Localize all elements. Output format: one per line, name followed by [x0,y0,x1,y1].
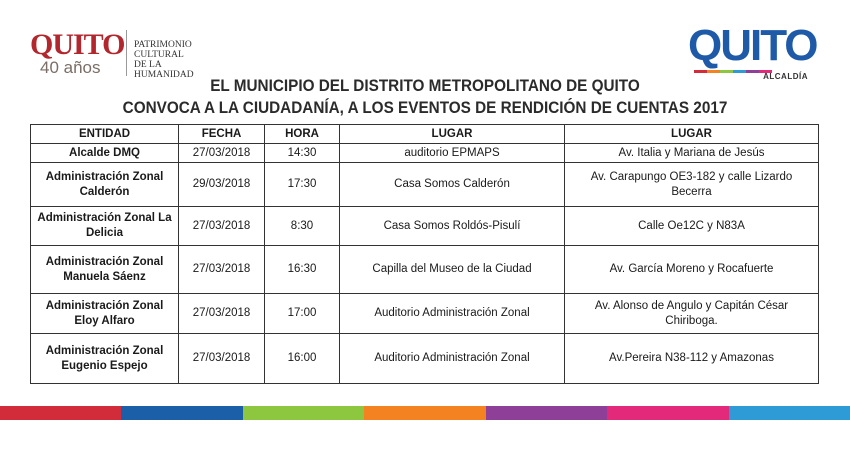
cell-lugar: auditorio EPMAPS [340,144,565,163]
cell-entidad: Alcalde DMQ [31,144,179,163]
cell-direccion: Av. Alonso de Angulo y Capitán César Chiriboga. [565,294,819,334]
patrimonio-line: PATRIMONIO [134,40,192,50]
alcaldia-logo-word: QUITO [688,21,817,70]
events-table [30,124,819,384]
cell-fecha: 29/03/2018 [179,163,265,207]
cell-entidad: Administración Zonal Manuela Sáenz [31,246,179,294]
header-fecha: FECHA [179,125,265,144]
cell-entidad: Administración Zonal La Delicia [31,207,179,246]
footer-band-segment [243,406,364,420]
quito-40-anos-logo [30,30,220,80]
footer-band-segment [0,406,121,420]
footer-band-segment [729,406,850,420]
table-row [31,144,819,163]
cell-hora: 16:30 [265,246,340,294]
cell-fecha: 27/03/2018 [179,334,265,384]
table-row [31,334,819,384]
cell-direccion: Av. García Moreno y Rocafuerte [565,246,819,294]
footer-band-segment [364,406,485,420]
cell-lugar: Capilla del Museo de la Ciudad [340,246,565,294]
page-title-line-1: EL MUNICIPIO DEL DISTRITO METROPOLITANO DE QUITO [210,76,640,95]
quito-logo-years: 40 años [40,58,101,77]
header-lugar: LUGAR [340,125,565,144]
cell-lugar: Casa Somos Calderón [340,163,565,207]
alcaldia-logo-subtitle: ALCALDÍA [763,72,808,81]
footer-band-segment [121,406,242,420]
cell-hora: 17:00 [265,294,340,334]
cell-fecha: 27/03/2018 [179,207,265,246]
cell-direccion: Av. Carapungo OE3-182 y calle Lizardo Becerra [565,163,819,207]
patrimonio-line: CULTURAL [134,50,184,60]
alcaldia-logo-color-bar [694,70,772,73]
footer-color-band [0,406,850,420]
quito-logo-word: QUITO [30,28,125,61]
cell-direccion: Calle Oe12C y N83A [565,207,819,246]
table-row [31,294,819,334]
cell-lugar: Casa Somos Roldós-Pisulí [340,207,565,246]
cell-fecha: 27/03/2018 [179,246,265,294]
patrimonio-text [134,40,220,80]
table-row [31,163,819,207]
footer-band-segment [486,406,607,420]
cell-entidad: Administración Zonal Eugenio Espejo [31,334,179,384]
table-row [31,207,819,246]
cell-direccion: Av. Italia y Mariana de Jesús [565,144,819,163]
cell-direccion: Av.Pereira N38-112 y Amazonas [565,334,819,384]
cell-hora: 8:30 [265,207,340,246]
footer-band-segment [607,406,728,420]
header-entidad: ENTIDAD [31,125,179,144]
cell-lugar: Auditorio Administración Zonal [340,294,565,334]
cell-hora: 14:30 [265,144,340,163]
cell-lugar: Auditorio Administración Zonal [340,334,565,384]
logo-divider [126,30,127,76]
cell-fecha: 27/03/2018 [179,294,265,334]
table-header-row [31,125,819,144]
cell-fecha: 27/03/2018 [179,144,265,163]
header-hora: HORA [265,125,340,144]
cell-entidad: Administración Zonal Calderón [31,163,179,207]
cell-hora: 16:00 [265,334,340,384]
table-row [31,246,819,294]
page-title-line-2: CONVOCA A LA CIUDADANÍA, A LOS EVENTOS DE RENDICIÓN DE CUENTAS 2017 [122,98,728,117]
patrimonio-line: DE LA HUMANIDAD [134,60,194,80]
header-direccion: LUGAR [565,125,819,144]
cell-hora: 17:30 [265,163,340,207]
cell-entidad: Administración Zonal Eloy Alfaro [31,294,179,334]
